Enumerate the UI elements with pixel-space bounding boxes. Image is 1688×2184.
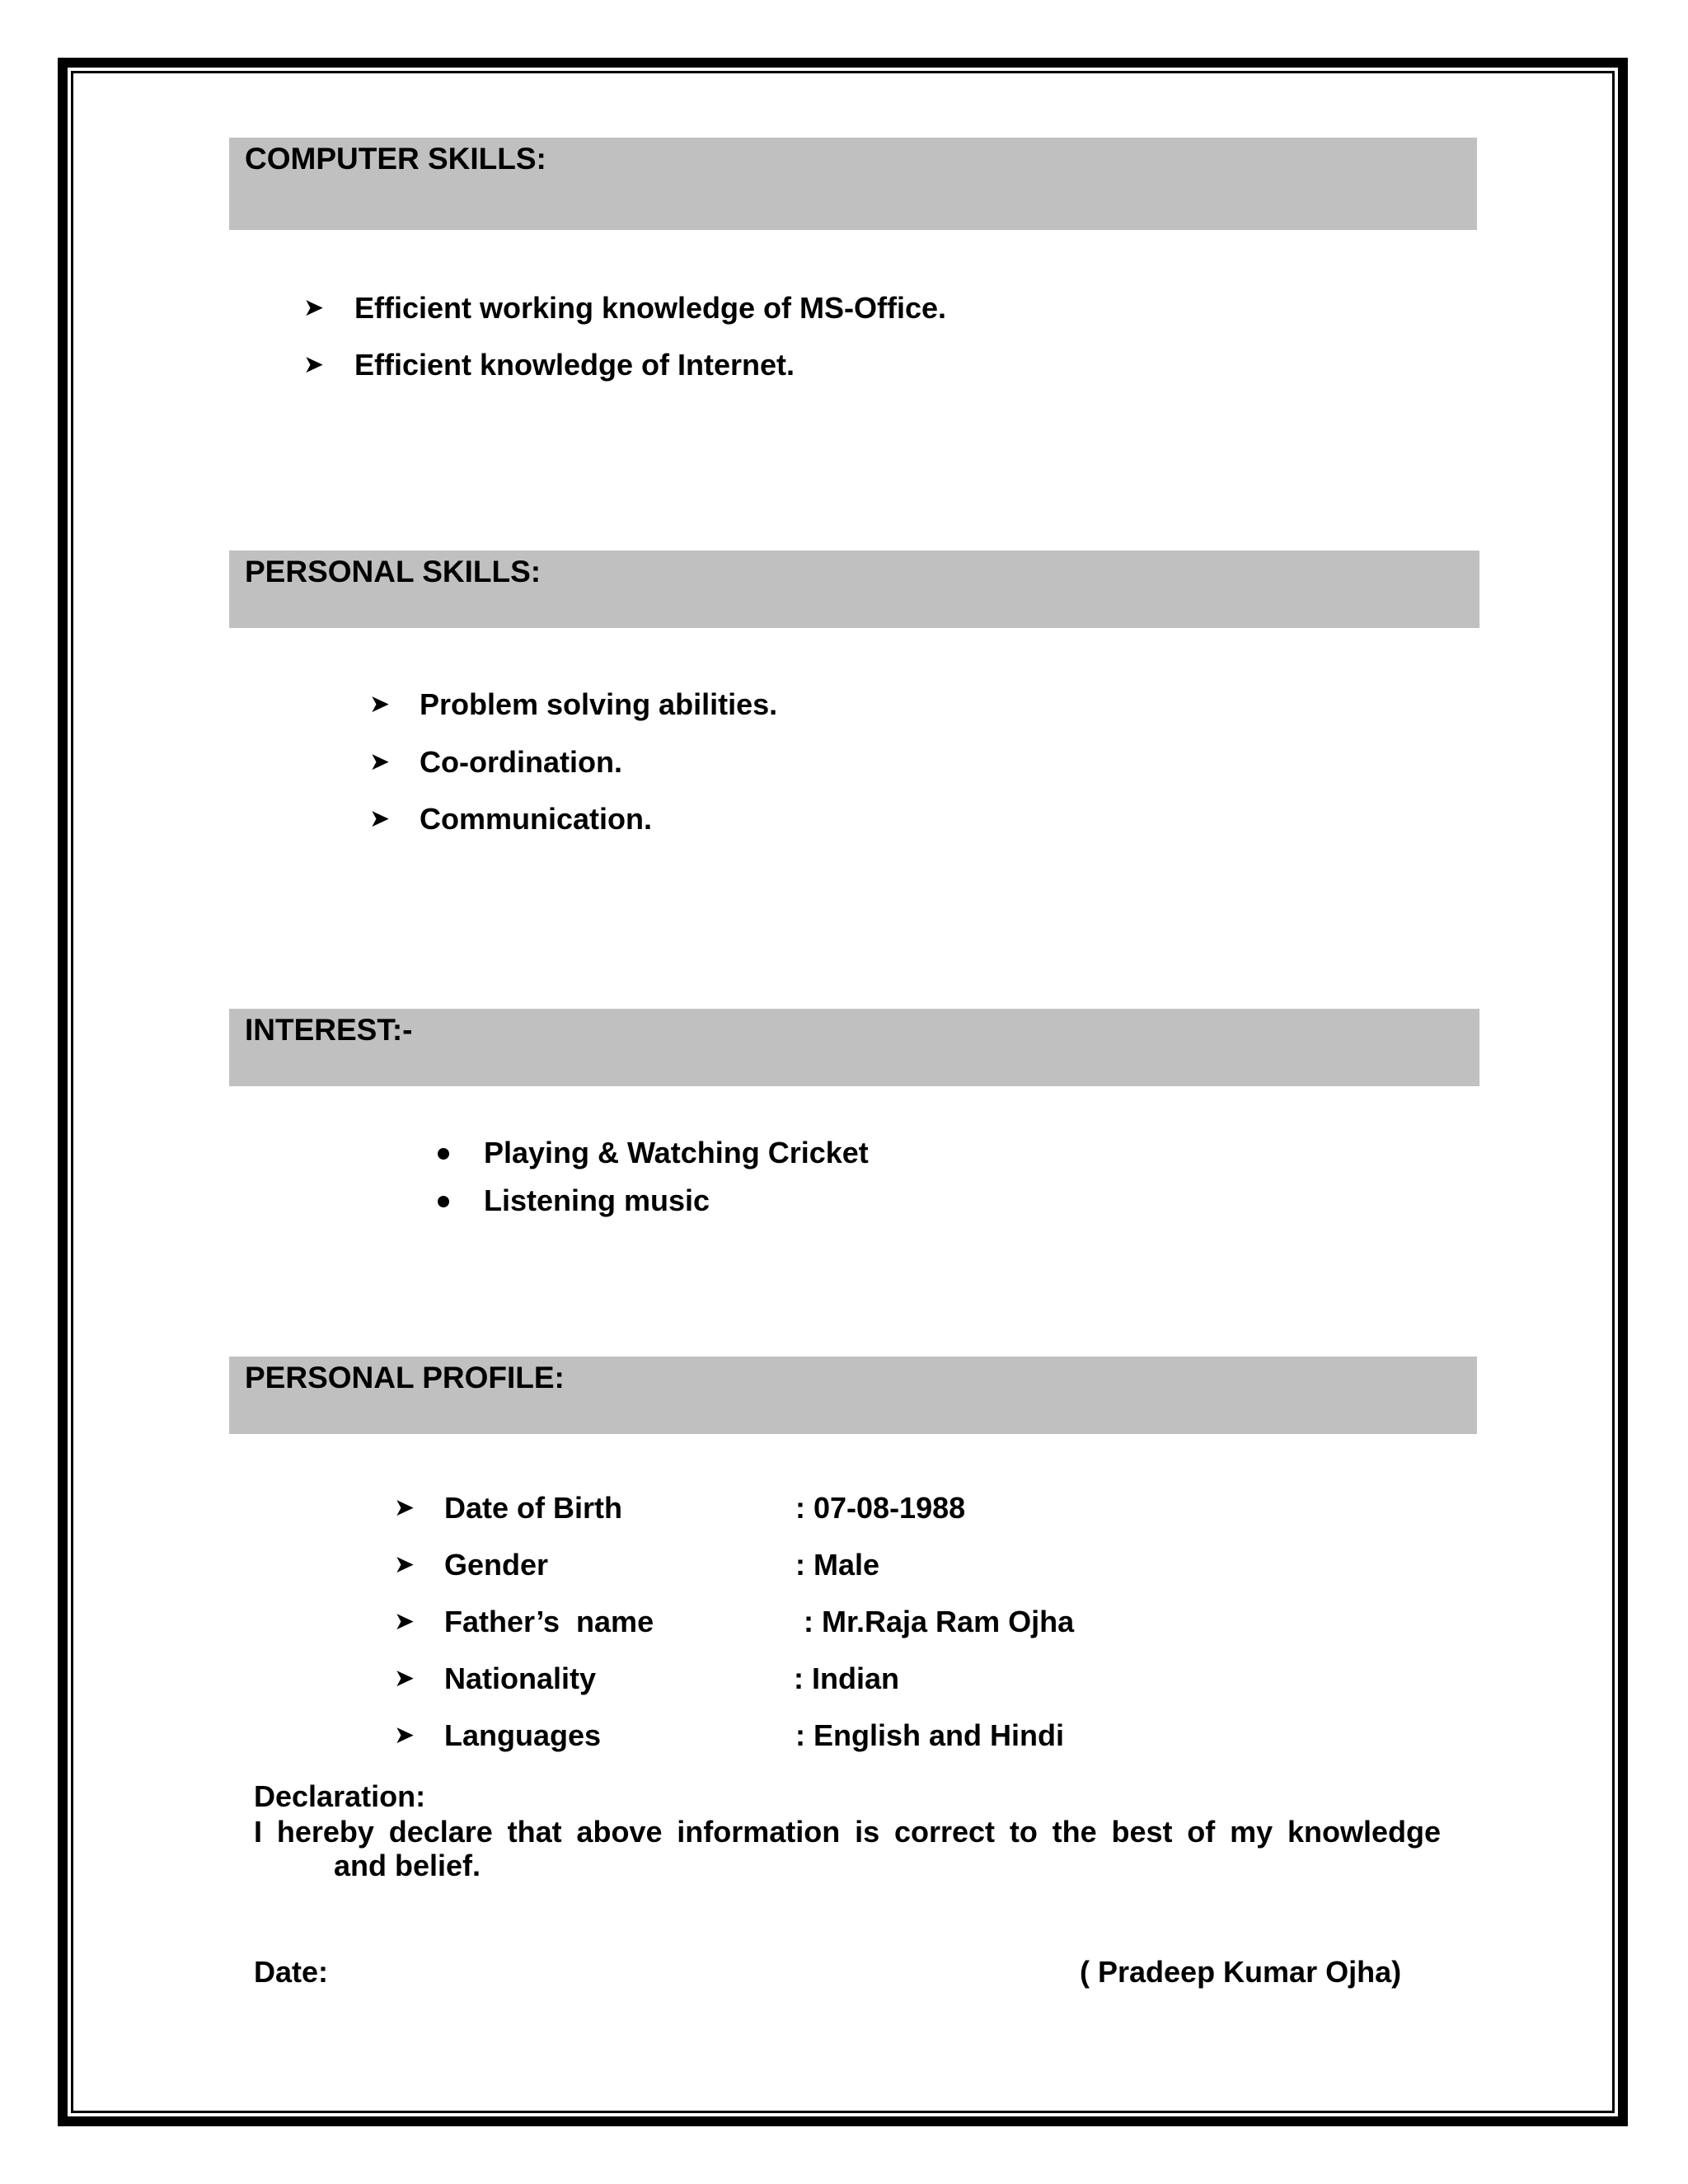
personal-skill-item: Problem solving abilities. [420,687,778,721]
section-title: PERSONAL SKILLS: [245,555,542,588]
arrow-bullet-icon: ➤ [394,1665,415,1692]
arrow-bullet-icon: ➤ [303,294,325,321]
arrow-bullet-icon: ➤ [394,1608,415,1635]
profile-value: : Mr.Raja Ram Ojha [795,1605,1075,1638]
declaration-heading: Declaration: [254,1779,426,1813]
arrow-bullet-icon: ➤ [369,748,391,776]
declaration-line-2: and belief. [334,1849,481,1882]
personal-skill-item: Co-ordination. [420,745,622,779]
arrow-bullet-icon: ➤ [394,1551,415,1578]
profile-label: Gender [444,1548,549,1582]
arrow-bullet-icon: ➤ [369,805,391,832]
dot-bullet-icon [438,1148,449,1160]
date-label: Date: [254,1955,329,1989]
profile-value: : English and Hindi [795,1718,1064,1752]
profile-label: Father’s name [444,1605,654,1638]
section-title: COMPUTER SKILLS: [245,142,546,176]
section-title: INTEREST:- [245,1013,413,1047]
section-title: PERSONAL PROFILE: [245,1361,565,1394]
personal-skills-header [229,551,1479,628]
interest-header [229,1009,1479,1086]
personal-profile-header [229,1357,1477,1434]
interest-item: Listening music [484,1183,710,1217]
interest-item: Playing & Watching Cricket [484,1136,869,1169]
profile-label: Languages [444,1718,602,1752]
dot-bullet-icon [438,1196,449,1207]
declaration-line-1: I hereby declare that above information is correct to the best of my knowledge [254,1815,1441,1849]
arrow-bullet-icon: ➤ [303,351,325,378]
computer-skills-header [229,138,1477,230]
profile-value: : Indian [794,1661,899,1695]
computer-skill-item: Efficient knowledge of Internet. [354,348,795,382]
arrow-bullet-icon: ➤ [394,1722,415,1749]
arrow-bullet-icon: ➤ [394,1494,415,1521]
profile-label: Date of Birth [444,1491,622,1525]
arrow-bullet-icon: ➤ [369,691,391,718]
profile-label: Nationality [444,1661,597,1695]
computer-skill-item: Efficient working knowledge of MS-Office. [354,291,947,325]
personal-skill-item: Communication. [420,802,653,836]
profile-value: : Male [795,1548,880,1582]
profile-value: : 07-08-1988 [795,1491,966,1525]
signature-name: ( Pradeep Kumar Ojha) [1080,1955,1402,1989]
